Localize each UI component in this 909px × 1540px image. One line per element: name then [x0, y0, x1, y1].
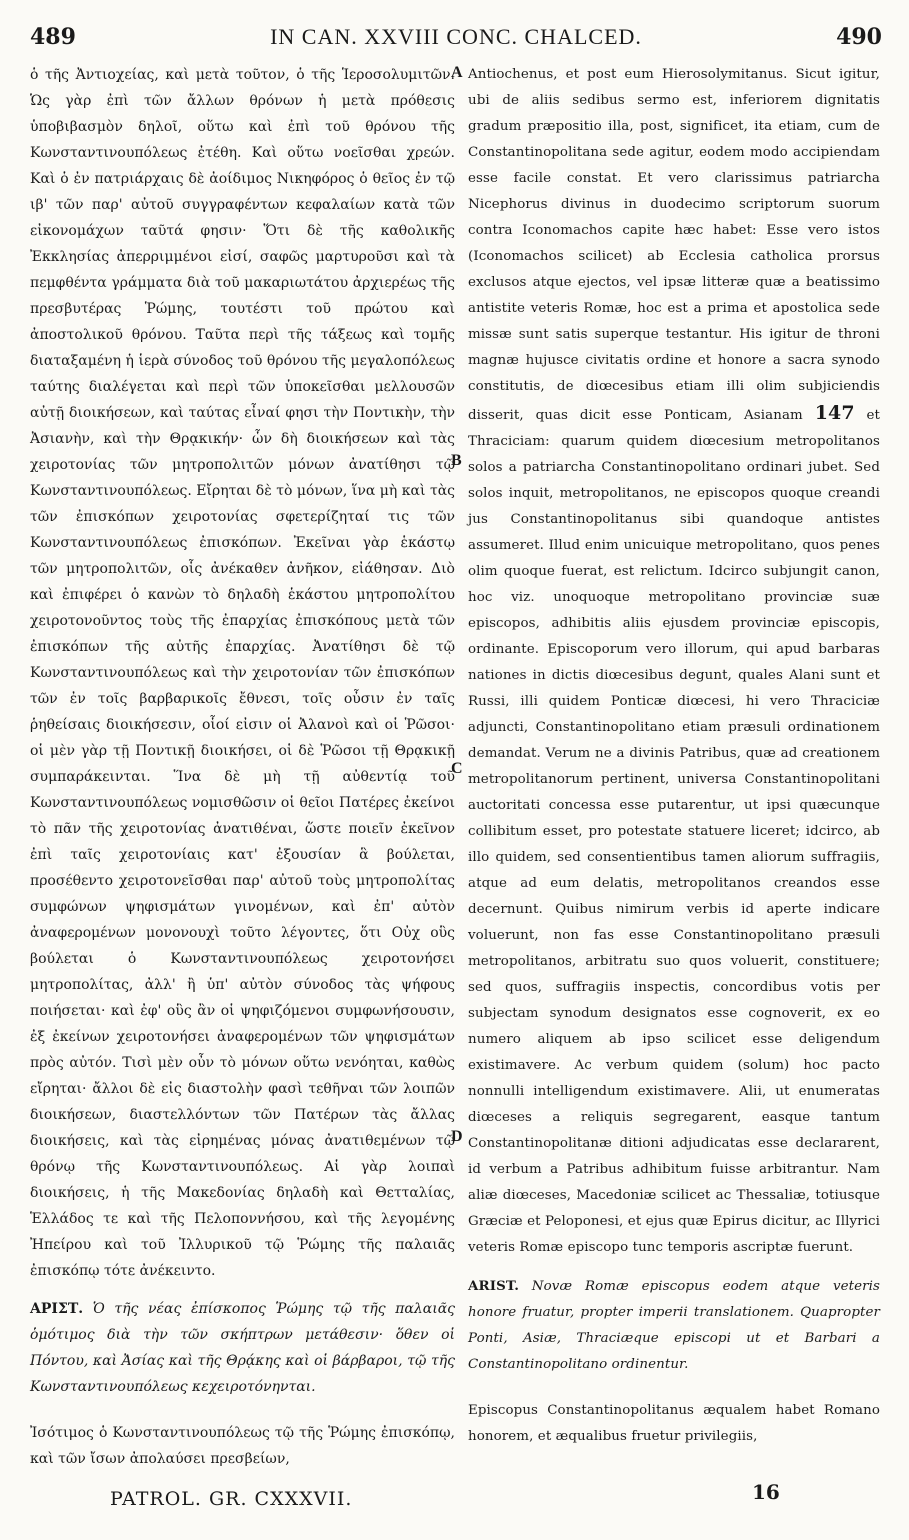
latin-arist-label: ARIST.: [468, 1278, 519, 1294]
page-number-left: 489: [30, 24, 76, 50]
latin-main-paragraph: [468, 62, 880, 1261]
margin-letter-d: D: [451, 1128, 463, 1145]
greek-arist-text: Ὁ τῆς νέας ἐπίσκοπος Ῥώμης τῷ τῆς παλαιᾶς ὁμότιμος διὰ τὴν τῶν σκήπτρων μετάθεσιν· ὅθεν οἱ Πόντου, καὶ Ἀσίας καὶ τῆς Θρᾴκης καὶ οἱ βάρβαροι, τῷ τῆς Κωνσταντινουπόλεως κεχειροτόνηνται.: [30, 1301, 455, 1395]
latin-main-text-b: et Thraciciam: quarum quidem diœcesium metropolitanos solos a patriarcha Constantinopolitano ordinari jubet. Sed solos inquit, metropolitanos, ne episcopos quoque creandi jus Constantinopolitanus sibi quandoque antistes assumeret. Illud enim unicuique metropolitano, quos penes olim quoque fuerat, est relictum. Idcirco subjungit canon, hoc viz. unoquoque metropolitano provinciæ suæ episcopos, adhibitis aliis ejusdem provinciæ episcopis, ordinante. Episcoporum vero illorum, qui apud barbaras nationes in dictis diœcesibus degunt, quales Alani sunt et Russi, illi quidem Ponticæ diœcesi, hi vero Thraciciæ adjuncti, Constantinopolitano etiam præsuli ordinationem demandat. Verum ne a divinis Patribus, quæ ad creationem metropolitanorum pertinent, universa Constantinopolitani auctoritati concessa esse putarentur, ut ipsi quæcunque collibitum esset, pro potestate statuere liceret; idcirco, ab illo quidem, sed consentientibus tamen aliorum suffragiis, atque ad eum delatis, metropolitanos creandos esse decernunt. Quibus nimirum verbis id aperte indicare voluerunt, non fas esse Constantinopolitano præsuli metropolitanos, arbitratu suo quos voluerit, constituere; sed quos, suffragiis inspectis, concordibus votis per subjectam synodum designatos esse cognoverit, ex eo numero aliquem ab ipso scilicet esse deligendum existimavere. Ac verbum quidem (solum) hoc pacto nonnulli intelligendum existimavere. Alii, ut enumeratas diœceses a reliquis segregarent, easque tantum Constantinopolitanæ ditioni adjudicatas esse declararent, id verbum a Patribus adhibitum fuisse arbitrantur. Nam aliæ diœceses, Macedoniæ scilicet ac Thessaliæ, totiusque Græciæ et Peloponesi, et ejus quæ Epirus dicitur, ac Illyrici veteris Romæ episcopo tunc temporis ascriptæ fuerunt.: [468, 408, 881, 1255]
page-header: [30, 24, 882, 56]
greek-column: [30, 62, 455, 1472]
latin-main-text-a: Antiochenus, et post eum Hierosolymitanus. Sicut igitur, ubi de aliis sedibus sermo est, inferiorem dignitatis gradum præpositio illa, post, significet, ita etiam, cum de Constantinopolitana sede agitur, eodem modo accipiendam esse facile constat. Et vero clarissimus patriarcha Nicephorus divinus in duodecimo scriptorum suorum contra Iconomachos capite hæc habet: Esse vero istos (Iconomachos scilicet) ab Ecclesia catholica prorsus exclusos atque ejectos, vel ipsæ litteræ quæ a beatissimo antistite veteris Romæ, hoc est a prima et apostolica sede missæ sunt satis superque testantur. His igitur de throni magnæ hujusce civitatis ordine et honore a sacra synodo constitutis, de diœcesibus etiam illi olim subjiciendis disserit, quas dicit esse Ponticam, Asianam: [468, 67, 880, 423]
margin-letter-b: B: [451, 452, 462, 469]
latin-arist-text: Novæ Romæ episcopus eodem atque veteris honore fruatur, propter imperii translationem. Quapropter Ponti, Asiæ, Thraciæque episcopi ut et Barbari a Constantinopolitano ordinentur.: [468, 1279, 881, 1372]
running-title: IN CAN. XXVIII CONC. CHALCED.: [270, 24, 642, 49]
greek-arist-label: ΑΡΙΣΤ.: [30, 1301, 84, 1317]
margin-letter-a: A: [451, 64, 463, 81]
margin-letter-c: C: [451, 760, 463, 777]
column-number: 147: [814, 402, 855, 424]
latin-closing-text: Episcopus Constantinopolitanus æqualem habet Romano honorem, et æqualibus fruetur privilegiis,: [468, 1403, 880, 1444]
latin-column: [468, 62, 880, 1450]
greek-arist-paragraph: [30, 1296, 455, 1400]
footer-signature-number: 16: [752, 1480, 780, 1504]
footer-patrologia: PATROL. GR. CXXXVII.: [110, 1488, 353, 1510]
latin-arist-paragraph: [468, 1273, 880, 1378]
greek-closing-text: Ἰσότιμος ὁ Κωνσταντινουπόλεως τῷ τῆς Ῥώμης ἐπισκόπῳ, καὶ τῶν ἴσων ἀπολαύσει πρεσβείων,: [30, 1425, 455, 1467]
page-number-right: 490: [836, 24, 882, 50]
greek-main-text: ὁ τῆς Ἀντιοχείας, καὶ μετὰ τοῦτον, ὁ τῆς Ἱεροσολυμιτῶν. Ὡς γὰρ ἐπὶ τῶν ἄλλων θρόνων ἡ μετὰ πρόθεσις ὑποβιβασμὸν δηλοῖ, οὕτω καὶ ἐπὶ τοῦ θρόνου τῆς Κωνσταντινουπόλεως ἐτέθη. Καὶ οὕτω νοεῖσθαι χρεών. Καὶ ὁ ἐν πατριάρχαις δὲ ἀοίδιμος Νικηφόρος ὁ θεῖος ἐν τῷ ιβ' τῶν παρ' αὐτοῦ συγγραφέντων κεφαλαίων κατὰ τῶν εἰκονομάχων ταῦτά φησιν· Ὅτι δὲ τῆς καθολικῆς Ἐκκλησίας ἀπερριμμένοι εἰσί, σαφῶς μαρτυροῦσι καὶ τὰ πεμφθέντα γράμματα διὰ τοῦ μακαριωτάτου ἀρχιερέως τῆς πρεσβυτέρας Ῥώμης, τουτέστι τοῦ πρώτου καὶ ἀποστολικοῦ θρόνου. Ταῦτα περὶ τῆς τάξεως καὶ τομῆς διαταξαμένη ἡ ἱερὰ σύνοδος τοῦ θρόνου τῆς μεγαλοπόλεως ταύτης διαλέγεται καὶ περὶ τῶν ὑποκεῖσθαι μελλουσῶν αὐτῇ διοικήσεων, καὶ ταύτας εἶναί φησι τὴν Ποντικὴν, τὴν Ἀσιανὴν, καὶ τὴν Θρᾳκικήν· ὧν δὴ διοικήσεων καὶ τὰς χειροτονίας τῶν μητροπολιτῶν μόνων ἀνατίθησι τῷ Κωνσταντινουπόλεως. Εἴρηται δὲ τὸ μόνων, ἵνα μὴ καὶ τὰς τῶν ἐπισκόπων χειροτονίας σφετερίζηταί τις τῶν Κωνσταντινουπόλεως ἐπισκόπων. Ἐκεῖναι γὰρ ἑκάστῳ τῶν μητροπολιτῶν, οἷς ἀνέκαθεν ἀνῆκον, εἰάθησαν. Διὸ καὶ ἐπιφέρει ὁ κανὼν τὸ δηλαδὴ ἑκάστου μητροπολίτου χειροτονοῦντος τοὺς τῆς ἐπαρχίας ἐπισκόπους μετὰ τῶν ἐπισκόπων τῆς αὐτῆς ἐπαρχίας. Ἀνατίθησι δὲ τῷ Κωνσταντινουπόλεως καὶ τὴν χειροτονίαν τῶν ἐπισκόπων τῶν ἐν τοῖς βαρβαρικοῖς ἔθνεσι, τοῖς οὖσιν ἐν ταῖς ῥηθείσαις διοικήσεσιν, οἷοί εἰσιν οἱ Ἀλανοὶ καὶ οἱ Ῥῶσοι· οἱ μὲν γὰρ τῇ Ποντικῇ διοικήσει, οἱ δὲ Ῥῶσοι τῇ Θρᾳκικῇ συμπαράκεινται. Ἵνα δὲ μὴ τῇ αὐθεντίᾳ τοῦ Κωνσταντινουπόλεως νομισθῶσιν οἱ θεῖοι Πατέρες ἐκείνοι τὸ πᾶν τῆς χειροτονίας ἀνατιθέναι, ὥστε ποιεῖν ἐκεῖνον ἐπὶ ταῖς χειροτονίαις κατ' ἐξουσίαν ἃ βούλεται, προσέθεντο χειροτονεῖσθαι παρ' αὐτοῦ τοὺς μητροπολίτας συμφώνων ψηφισμάτων γινομένων, καὶ ἐπ' αὐτὸν ἀναφερομένων μονονουχὶ τοῦτο λέγοντες, ὅτι Οὐχ οὓς βούλεται ὁ Κωνσταντινουπόλεως χειροτονήσει μητροπολίτας, ἀλλ' ἢ ὑπ' αὐτὸν σύνοδος τὰς ψήφους ποιήσεται· καὶ ἐφ' οὓς ἂν οἱ ψηφιζόμενοι συμφωνήσουσιν, ἐξ ἐκείνων χειροτονήσει ἀναφερομένων τῶν ψηφισμάτων πρὸς αὐτόν. Τισὶ μὲν οὖν τὸ μόνων οὕτω νενόηται, καθὼς εἴρηται· ἄλλοι δὲ εἰς διαστολὴν φασὶ τεθῆναι τῶν λοιπῶν διοικήσεων, διαστελλόντων τῶν Πατέρων τὰς ἄλλας διοικήσεις, καὶ τὰς εἰρημένας μόνας ἀνατιθεμένων τῷ θρόνῳ τῆς Κωνσταντινουπόλεως. Αἱ γὰρ λοιπαὶ διοικήσεις, ἡ τῆς Μακεδονίας δηλαδὴ καὶ Θετταλίας, Ἑλλάδος τε καὶ τῆς Πελοποννήσου, καὶ τῆς λεγομένης Ἠπείρου καὶ τοῦ Ἰλλυρικοῦ τῷ Ῥώμης τῆς παλαιᾶς ἐπισκόπῳ τότε ἀνέκειντο.: [30, 67, 455, 1279]
